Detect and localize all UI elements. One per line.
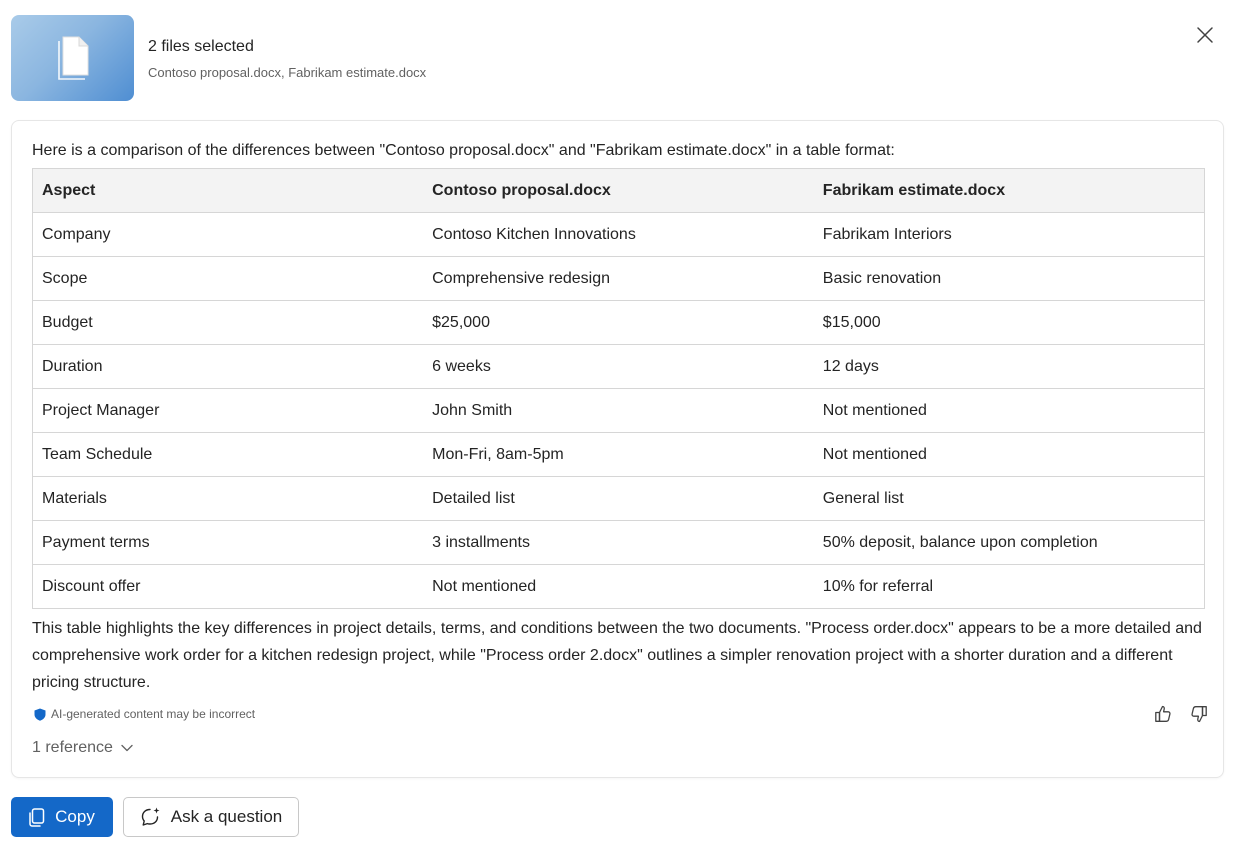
table-cell: Not mentioned: [423, 565, 814, 609]
table-row: [33, 213, 1205, 257]
thumbs-down-button[interactable]: [1189, 704, 1209, 724]
table-cell: Materials: [33, 477, 424, 521]
table-cell: Scope: [33, 257, 424, 301]
response-summary: This table highlights the key differences in project details, terms, and conditions between the two documents. "Process order.docx" appears to be a more detailed and comprehensive work order for a kitchen redesign project, while "Process order 2.docx" outlines a simpler renovation project with a shorter duration and a different pricing structure.: [32, 620, 1202, 691]
table-cell: Mon-Fri, 8am-5pm: [423, 433, 814, 477]
ai-disclaimer: [34, 707, 255, 721]
selected-file-names: Contoso proposal.docx, Fabrikam estimate.docx: [148, 65, 427, 80]
table-cell: John Smith: [423, 389, 814, 433]
file-selection-header: [11, 15, 1223, 101]
close-icon: [1195, 25, 1215, 45]
table-cell: Contoso Kitchen Innovations: [423, 213, 814, 257]
disclaimer-text: AI-generated content may be incorrect: [51, 707, 256, 721]
table-cell: Comprehensive redesign: [423, 257, 814, 301]
table-cell: Project Manager: [33, 389, 424, 433]
table-row: [33, 521, 1205, 565]
close-button[interactable]: [1195, 25, 1215, 45]
thumbs-down-icon: [1189, 704, 1209, 724]
table-row: [33, 389, 1205, 433]
table-header-row: [33, 169, 1205, 213]
table-cell: Budget: [33, 301, 424, 345]
copy-button[interactable]: [11, 797, 113, 837]
table-cell: $25,000: [423, 301, 814, 345]
table-row: [33, 477, 1205, 521]
ask-question-label: Ask a question: [170, 807, 283, 826]
action-bar: [11, 797, 299, 837]
table-cell: 10% for referral: [814, 565, 1205, 609]
table-header-cell: Fabrikam estimate.docx: [814, 169, 1205, 213]
chevron-down-icon: [121, 744, 133, 752]
table-row: [33, 565, 1205, 609]
document-stack-icon: [55, 35, 91, 81]
table-cell: 50% deposit, balance upon completion: [814, 521, 1205, 565]
table-cell: $15,000: [814, 301, 1205, 345]
table-row: [33, 433, 1205, 477]
table-cell: Not mentioned: [814, 389, 1205, 433]
table-header-cell: Contoso proposal.docx: [423, 169, 814, 213]
header-title: 2 files selected: [148, 38, 254, 55]
thumbs-up-icon: [1153, 704, 1173, 724]
table-cell: Discount offer: [33, 565, 424, 609]
table-header-cell: Aspect: [33, 169, 424, 213]
copy-icon: [29, 808, 45, 827]
table-row: [33, 301, 1205, 345]
table-cell: 3 installments: [423, 521, 814, 565]
ask-question-button[interactable]: [123, 797, 299, 837]
table-cell: Basic renovation: [814, 257, 1205, 301]
table-cell: Company: [33, 213, 424, 257]
files-thumbnail: [11, 15, 134, 101]
thumbs-up-button[interactable]: [1153, 704, 1173, 724]
table-cell: Detailed list: [423, 477, 814, 521]
reference-label: 1 reference: [32, 739, 113, 756]
table-cell: General list: [814, 477, 1205, 521]
table-cell: 12 days: [814, 345, 1205, 389]
comparison-table: [32, 168, 1205, 609]
table-cell: Team Schedule: [33, 433, 424, 477]
table-row: [33, 257, 1205, 301]
table-cell: Not mentioned: [814, 433, 1205, 477]
shield-icon: [34, 708, 46, 721]
copy-label: Copy: [55, 807, 95, 826]
response-intro: Here is a comparison of the differences between "Contoso proposal.docx" and "Fabrikam estimate.docx" in a table format:: [32, 142, 895, 159]
table-cell: Payment terms: [33, 521, 424, 565]
table-cell: 6 weeks: [423, 345, 814, 389]
references-toggle[interactable]: [32, 739, 133, 757]
feedback-controls: [1153, 704, 1209, 724]
response-card: [11, 120, 1224, 778]
chat-sparkle-icon: [140, 806, 162, 828]
table-cell: Duration: [33, 345, 424, 389]
table-cell: Fabrikam Interiors: [814, 213, 1205, 257]
table-row: [33, 345, 1205, 389]
